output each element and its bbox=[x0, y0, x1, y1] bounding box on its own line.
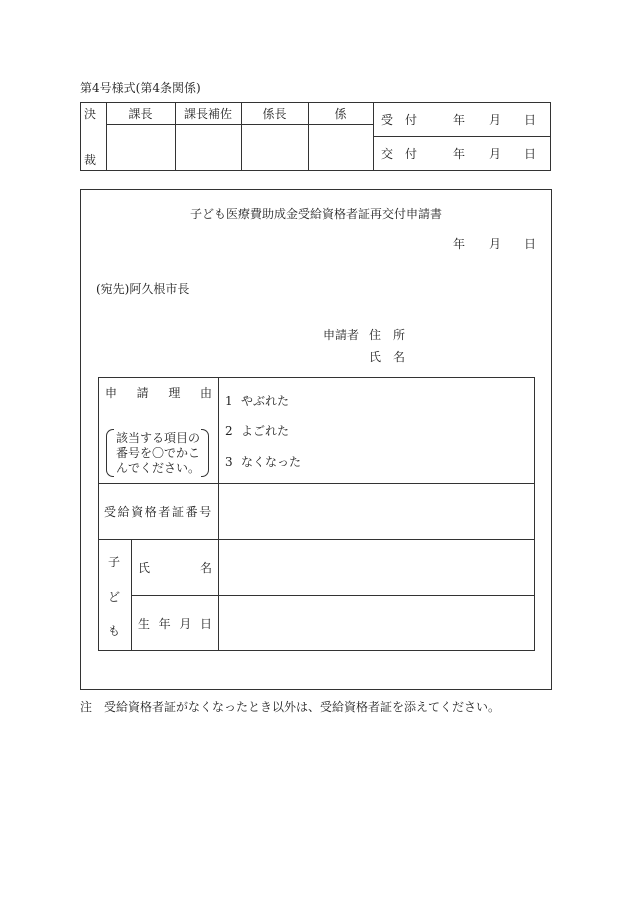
reason-option-1-text: やぶれた bbox=[241, 394, 290, 408]
left-bracket bbox=[106, 429, 114, 477]
koufu-label: 交 付 bbox=[381, 147, 418, 161]
uketsuke-day: 日 bbox=[524, 113, 537, 127]
child-label-char-2: ど bbox=[108, 590, 121, 604]
certificate-number-label: 受給資格者証番号 bbox=[104, 505, 213, 519]
child-dob-field[interactable] bbox=[219, 596, 534, 650]
reason-option-2-text: よごれた bbox=[241, 424, 290, 438]
koufu-year: 年 bbox=[453, 147, 466, 161]
date-year: 年 bbox=[453, 237, 466, 251]
applicant-label: 申請者 bbox=[323, 328, 360, 342]
child-label-char-1: 子 bbox=[108, 555, 121, 569]
reason-note-line-3: んでください。 bbox=[116, 461, 201, 475]
child-label-char-3: も bbox=[108, 624, 121, 638]
role-kakari: 係 bbox=[334, 107, 347, 121]
kessai-label-top: 決 bbox=[84, 107, 97, 121]
date-month: 月 bbox=[489, 237, 502, 251]
addressee: (宛先)阿久根市長 bbox=[96, 282, 190, 296]
role-kacho: 課長 bbox=[128, 107, 153, 121]
koufu-month: 月 bbox=[489, 147, 502, 161]
role-kacho-hosa: 課長補佐 bbox=[183, 107, 232, 121]
name-label: 氏 名 bbox=[369, 350, 406, 364]
reason-option-3-number: 3 bbox=[225, 455, 233, 469]
reason-option-2-number: 2 bbox=[225, 424, 233, 438]
koufu-day: 日 bbox=[524, 147, 537, 161]
reason-option-1-number: 1 bbox=[225, 394, 233, 408]
right-bracket bbox=[201, 429, 209, 477]
uketsuke-year: 年 bbox=[453, 113, 466, 127]
child-name-field[interactable] bbox=[219, 540, 534, 595]
uketsuke-month: 月 bbox=[489, 113, 502, 127]
date-day: 日 bbox=[524, 237, 537, 251]
footnote: 注 受給資格者証がなくなったとき以外は、受給資格者証を添えてください。 bbox=[80, 700, 501, 714]
form-number-label: 第4号様式(第4条関係) bbox=[80, 81, 201, 95]
child-dob-label: 生 年 月 日 bbox=[138, 617, 212, 631]
child-name-label: 氏 名 bbox=[138, 561, 212, 575]
reason-note-line-1: 該当する項目の bbox=[116, 431, 201, 445]
role-kakaricho: 係長 bbox=[262, 107, 287, 121]
address-label: 住 所 bbox=[369, 328, 406, 342]
reason-note-line-2: 番号を〇でかこ bbox=[116, 446, 201, 460]
certificate-number-field[interactable] bbox=[219, 484, 534, 539]
kessai-label-bottom: 裁 bbox=[84, 153, 97, 167]
uketsuke-label: 受 付 bbox=[381, 113, 418, 127]
form-title: 子ども医療費助成金受給資格者証再交付申請書 bbox=[189, 207, 442, 221]
reason-option-3-text: なくなった bbox=[241, 455, 302, 469]
reason-label: 申 請 理 由 bbox=[105, 386, 212, 400]
